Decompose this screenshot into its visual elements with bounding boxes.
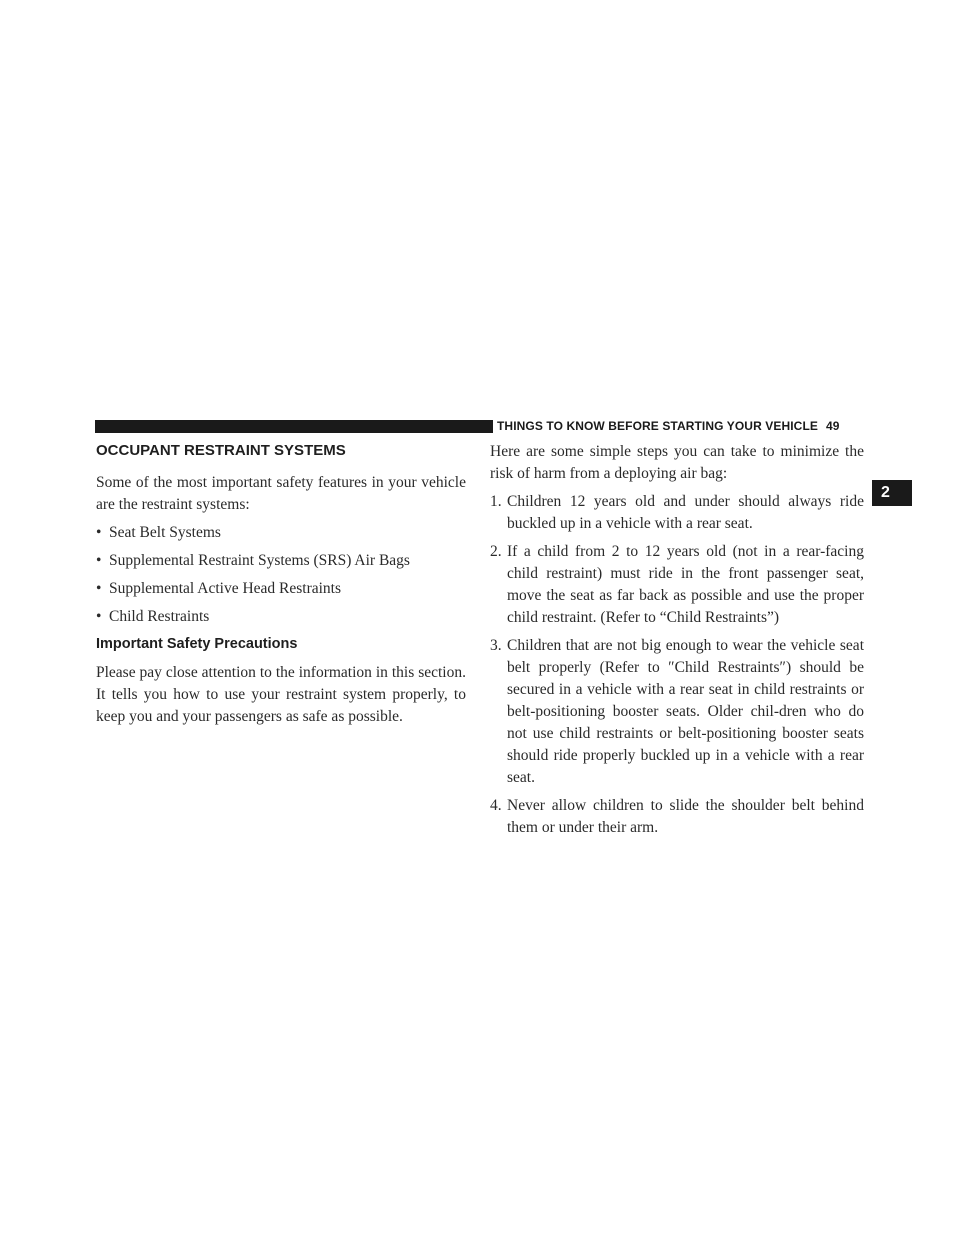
- section-heading: OCCUPANT RESTRAINT SYSTEMS: [96, 442, 346, 459]
- list-item: [490, 635, 864, 789]
- step-text: If a child from 2 to 12 years old (not in a rear-facing child restraint) must ride in the front passenger seat, move the seat as far back as possible and use the proper child restraint. (Refer to “Child Restraints”): [507, 543, 864, 626]
- list-item: [96, 578, 466, 600]
- list-item-text: Seat Belt Systems: [109, 524, 221, 541]
- right-column: [490, 441, 864, 845]
- bullet-icon: •: [96, 608, 102, 625]
- list-item: [96, 606, 466, 628]
- list-item: [490, 491, 864, 535]
- bullet-icon: •: [96, 524, 102, 541]
- header-title: THINGS TO KNOW BEFORE STARTING YOUR VEHICLE: [497, 419, 818, 433]
- list-item: [96, 522, 466, 544]
- header-rule: [95, 420, 493, 433]
- step-text: Children 12 years old and under should always ride buckled up in a vehicle with a rear seat.: [507, 493, 864, 532]
- step-number: 4.: [490, 797, 502, 814]
- bullet-icon: •: [96, 580, 102, 597]
- running-header: [497, 420, 840, 433]
- step-text: Never allow children to slide the shoulder belt behind them or under their arm.: [507, 797, 864, 836]
- steps-list: [490, 491, 864, 839]
- list-item-text: Supplemental Active Head Restraints: [109, 580, 342, 597]
- step-number: 2.: [490, 543, 502, 560]
- left-column: [96, 441, 466, 734]
- subsection-heading: Important Safety Precautions: [96, 636, 298, 652]
- page-number: 49: [825, 419, 840, 433]
- list-item: [96, 550, 466, 572]
- restraint-systems-list: [96, 522, 466, 628]
- step-number: 3.: [490, 637, 502, 654]
- list-item: [490, 795, 864, 839]
- list-item-text: Supplemental Restraint Systems (SRS) Air Bags: [109, 552, 410, 569]
- intro-paragraph: Some of the most important safety features in your vehicle are the restraint systems:: [96, 474, 466, 513]
- step-text: Children that are not big enough to wear the vehicle seat belt properly (Refer to ″Child Restraints″) should be secured in a vehicle with a rear seat in child restraints or belt-positioning booster seats. Older chil-dren who do not use child restraints or belt-positioning booster seats should ride properly buckled up in a vehicle with a rear seat.: [507, 637, 864, 786]
- bullet-icon: •: [96, 552, 102, 569]
- list-item-text: Child Restraints: [109, 608, 210, 625]
- list-item: [490, 541, 864, 629]
- step-number: 1.: [490, 493, 502, 510]
- steps-intro: Here are some simple steps you can take to minimize the risk of harm from a deploying air bag:: [490, 443, 864, 482]
- chapter-tab: 2: [872, 480, 912, 506]
- body-paragraph: Please pay close attention to the information in this section. It tells you how to use your restraint system properly, to keep you and your passengers as safe as possible.: [96, 664, 466, 725]
